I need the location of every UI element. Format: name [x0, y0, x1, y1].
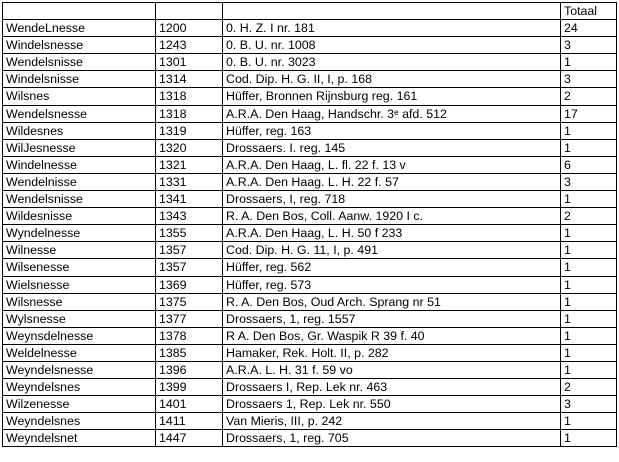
cell-name: Windelnesse: [3, 156, 156, 173]
table-row: [3, 71, 617, 88]
table-row: [3, 173, 617, 190]
cell-total: 1: [561, 327, 617, 344]
cell-total: 2: [561, 88, 617, 105]
table-row: [3, 122, 617, 139]
cell-year: 1341: [156, 191, 223, 208]
table-row: [3, 54, 617, 71]
cell-source: Van Mieris, III, p. 242: [223, 413, 561, 430]
cell-name: Wendelsnisse: [3, 54, 156, 71]
header-cell-name: [3, 3, 156, 20]
cell-year: 1200: [156, 20, 223, 37]
cell-source: Drossaers 1, Rep. Lek nr. 550: [223, 396, 561, 413]
cell-year: 1318: [156, 88, 223, 105]
table-row: [3, 105, 617, 122]
cell-source: Hüffer, reg. 573: [223, 276, 561, 293]
cell-year: 1243: [156, 37, 223, 54]
table-row: [3, 242, 617, 259]
place-name-table: [2, 2, 617, 447]
cell-total: 1: [561, 122, 617, 139]
cell-source: Cod. Dip. H. G. II, I, p. 168: [223, 71, 561, 88]
cell-total: 1: [561, 225, 617, 242]
cell-name: Wendelsnisse: [3, 191, 156, 208]
cell-name: Wylsnesse: [3, 310, 156, 327]
cell-name: Weldelnesse: [3, 344, 156, 361]
cell-name: Weyndelsnet: [3, 430, 156, 447]
cell-total: 1: [561, 259, 617, 276]
table-row: [3, 327, 617, 344]
cell-source: Drossaers I, Rep. Lek nr. 463: [223, 379, 561, 396]
table-row: [3, 259, 617, 276]
table-row: [3, 344, 617, 361]
cell-name: Wendelnisse: [3, 173, 156, 190]
cell-total: 1: [561, 139, 617, 156]
cell-year: 1399: [156, 379, 223, 396]
table-body: [3, 20, 617, 447]
cell-source: Drossaers, 1, reg. 1557: [223, 310, 561, 327]
table-row: [3, 293, 617, 310]
table-row: [3, 191, 617, 208]
cell-total: 1: [561, 293, 617, 310]
table-row: [3, 37, 617, 54]
cell-total: 3: [561, 173, 617, 190]
cell-year: 1378: [156, 327, 223, 344]
cell-name: Wilnesse: [3, 242, 156, 259]
cell-source: A.R.A. Den Haag, L. H. 50 f 233: [223, 225, 561, 242]
cell-source: Drossaers, I, reg. 718: [223, 191, 561, 208]
cell-name: Weynsdelnesse: [3, 327, 156, 344]
cell-source: A.R.A. Den Haag, L. fl. 22 f. 13 v: [223, 156, 561, 173]
cell-year: 1331: [156, 173, 223, 190]
cell-source: Hamaker, Rek. Holt. II, p. 282: [223, 344, 561, 361]
cell-name: Weyndelsnesse: [3, 361, 156, 378]
cell-year: 1411: [156, 413, 223, 430]
cell-source: 0. B. U. nr. 1008: [223, 37, 561, 54]
cell-source: A.R.A. L. H. 31 f. 59 vo: [223, 361, 561, 378]
table-row: [3, 413, 617, 430]
cell-year: 1377: [156, 310, 223, 327]
cell-source: Drossaers. I. reg. 145: [223, 139, 561, 156]
cell-year: 1318: [156, 105, 223, 122]
cell-year: 1319: [156, 122, 223, 139]
cell-source: R. A. Den Bos, Coll. Aanw. 1920 I c.: [223, 208, 561, 225]
cell-total: 2: [561, 208, 617, 225]
table-row: [3, 310, 617, 327]
cell-name: Wendelsnesse: [3, 105, 156, 122]
header-cell-total: Totaal: [561, 3, 617, 20]
table-row: [3, 430, 617, 447]
cell-total: 17: [561, 105, 617, 122]
header-cell-year: [156, 3, 223, 20]
table-row: [3, 225, 617, 242]
cell-total: 6: [561, 156, 617, 173]
table-row: [3, 379, 617, 396]
cell-year: 1369: [156, 276, 223, 293]
table-row: [3, 20, 617, 37]
cell-total: 1: [561, 430, 617, 447]
cell-total: 1: [561, 413, 617, 430]
cell-source: A.R.A. Den Haag, Handschr. 3ᵉ afd. 512: [223, 105, 561, 122]
table-row: [3, 139, 617, 156]
cell-name: Wilsnesse: [3, 293, 156, 310]
cell-name: Windelsnesse: [3, 37, 156, 54]
cell-name: Wielsnesse: [3, 276, 156, 293]
table-row: [3, 361, 617, 378]
table-row: [3, 276, 617, 293]
cell-year: 1314: [156, 71, 223, 88]
cell-year: 1447: [156, 430, 223, 447]
cell-year: 1401: [156, 396, 223, 413]
cell-year: 1357: [156, 242, 223, 259]
cell-year: 1343: [156, 208, 223, 225]
cell-year: 1375: [156, 293, 223, 310]
cell-total: 1: [561, 54, 617, 71]
cell-name: Wildesnes: [3, 122, 156, 139]
table-row: [3, 396, 617, 413]
cell-name: Weyndelsnes: [3, 379, 156, 396]
cell-total: 2: [561, 379, 617, 396]
cell-name: Wyndelnesse: [3, 225, 156, 242]
cell-total: 1: [561, 361, 617, 378]
table-row: [3, 208, 617, 225]
cell-source: R A. Den Bos, Gr. Waspik R 39 f. 40: [223, 327, 561, 344]
cell-year: 1320: [156, 139, 223, 156]
cell-name: WilJesnesse: [3, 139, 156, 156]
cell-name: Wilzenesse: [3, 396, 156, 413]
cell-year: 1301: [156, 54, 223, 71]
cell-year: 1321: [156, 156, 223, 173]
cell-name: Wildesnisse: [3, 208, 156, 225]
cell-total: 1: [561, 191, 617, 208]
cell-total: 3: [561, 396, 617, 413]
header-cell-source: [223, 3, 561, 20]
cell-total: 1: [561, 242, 617, 259]
cell-name: WendeLnesse: [3, 20, 156, 37]
cell-total: 1: [561, 344, 617, 361]
table-row: [3, 88, 617, 105]
cell-year: 1396: [156, 361, 223, 378]
cell-total: 3: [561, 37, 617, 54]
cell-total: 24: [561, 20, 617, 37]
cell-total: 1: [561, 276, 617, 293]
cell-source: A.R.A. Den Haag. L. H. 22 f. 57: [223, 173, 561, 190]
cell-name: Weyndelsnes: [3, 413, 156, 430]
header-row: [3, 3, 617, 20]
cell-source: 0. B. U. nr. 3023: [223, 54, 561, 71]
cell-name: Wilsnes: [3, 88, 156, 105]
cell-name: Wilsenesse: [3, 259, 156, 276]
table-row: [3, 156, 617, 173]
cell-name: Windelsnisse: [3, 71, 156, 88]
cell-source: Hüffer, reg. 562: [223, 259, 561, 276]
cell-total: 1: [561, 310, 617, 327]
cell-source: Hüffer, Bronnen Rijnsburg reg. 161: [223, 88, 561, 105]
cell-year: 1355: [156, 225, 223, 242]
cell-source: R. A. Den Bos, Oud Arch. Sprang nr 51: [223, 293, 561, 310]
cell-source: Drossaers, 1, reg. 705: [223, 430, 561, 447]
cell-source: Hüffer, reg. 163: [223, 122, 561, 139]
cell-year: 1357: [156, 259, 223, 276]
cell-total: 3: [561, 71, 617, 88]
cell-source: 0. H. Z. I nr. 181: [223, 20, 561, 37]
cell-year: 1385: [156, 344, 223, 361]
cell-source: Cod. Dip. H. G. 11, I, p. 491: [223, 242, 561, 259]
